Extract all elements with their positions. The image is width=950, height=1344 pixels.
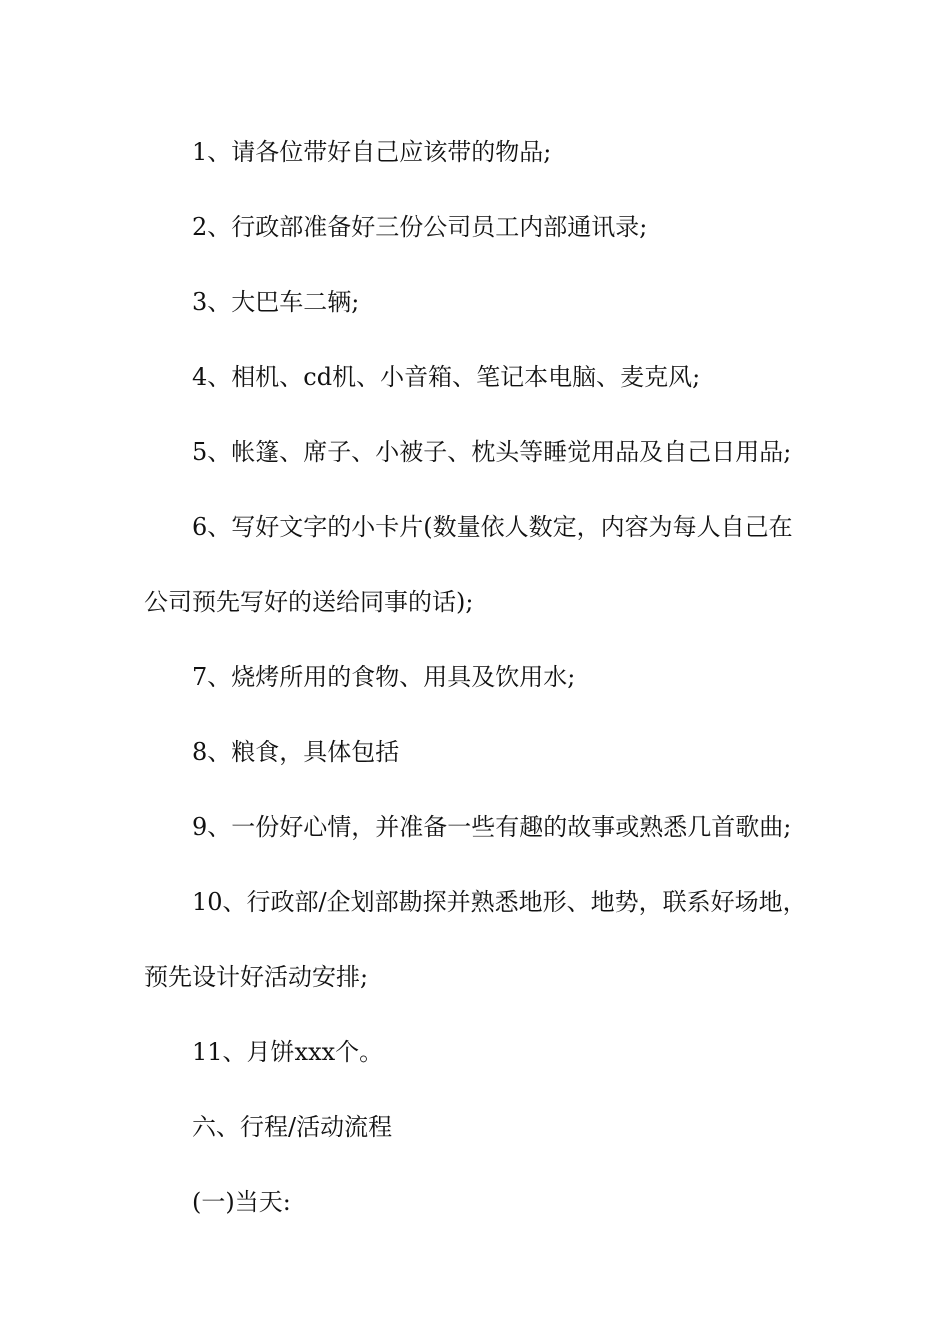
section-heading: 六、行程/活动流程 xyxy=(192,1113,393,1141)
item-6: 6、写好文字的小卡片(数量依人数定，内容为每人自己在 xyxy=(192,513,793,541)
item-4: 4、相机、cd机、小音箱、笔记本电脑、麦克风; xyxy=(192,363,701,391)
item-6-continuation: 公司预先写好的送给同事的话); xyxy=(144,588,474,616)
item-1: 1、请各位带好自己应该带的物品; xyxy=(192,138,552,166)
item-2: 2、行政部准备好三份公司员工内部通讯录; xyxy=(192,213,648,241)
item-10: 10、行政部/企划部勘探并熟悉地形、地势，联系好场地， xyxy=(192,888,807,916)
item-10-continuation: 预先设计好活动安排; xyxy=(144,963,369,991)
item-11: 11、月饼xxx个。 xyxy=(192,1038,384,1066)
item-3: 3、大巴车二辆; xyxy=(192,288,360,316)
item-5: 5、帐篷、席子、小被子、枕头等睡觉用品及自己日用品; xyxy=(192,438,792,466)
item-7: 7、烧烤所用的食物、用具及饮用水; xyxy=(192,663,576,691)
subsection-heading: (一)当天: xyxy=(192,1188,291,1216)
item-9: 9、一份好心情，并准备一些有趣的故事或熟悉几首歌曲; xyxy=(192,813,792,841)
item-8: 8、粮食，具体包括 xyxy=(192,738,400,766)
